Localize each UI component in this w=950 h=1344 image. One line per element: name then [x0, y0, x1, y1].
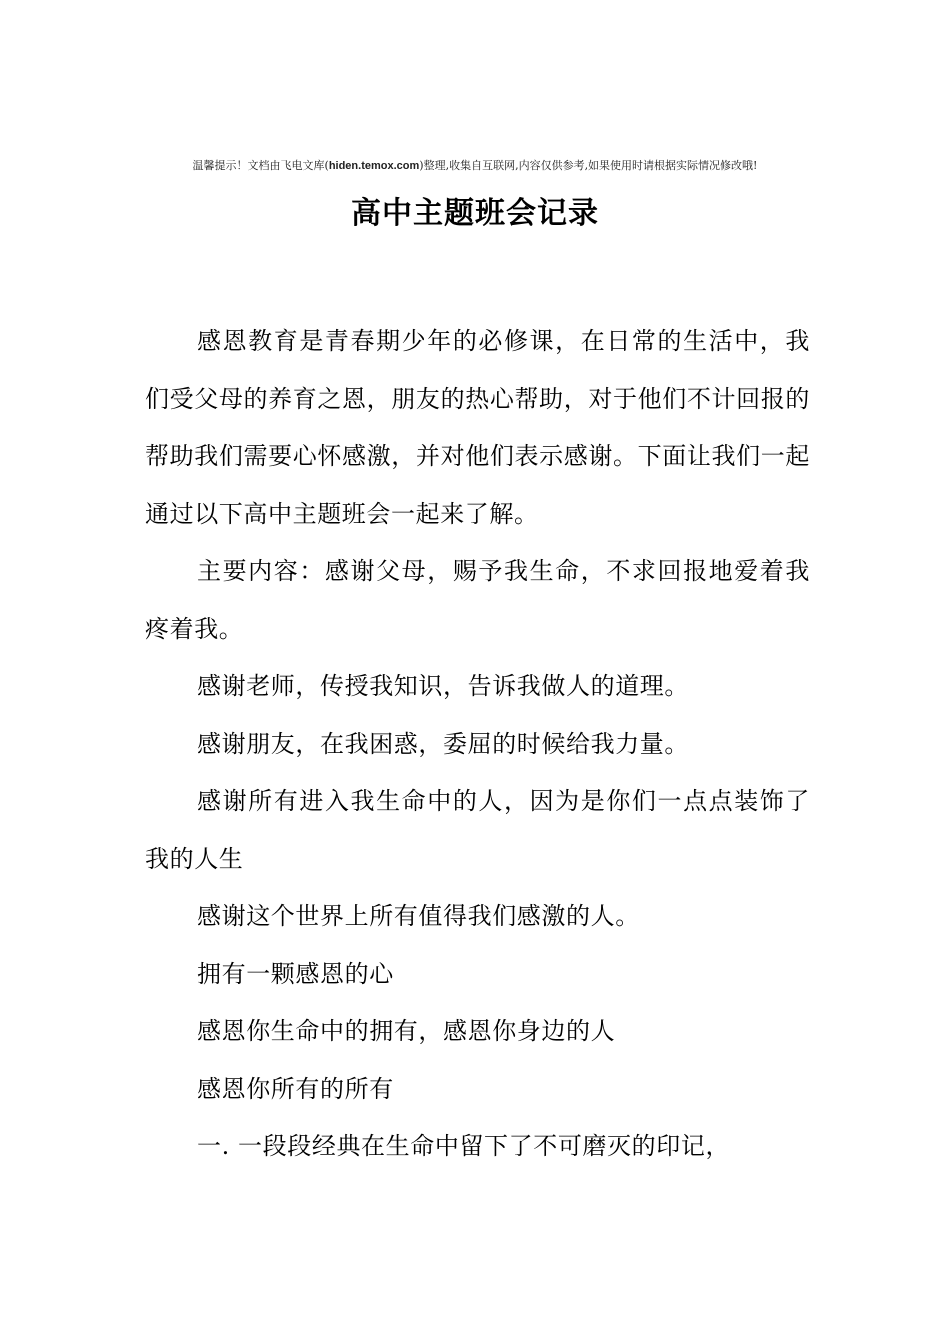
paragraph-thank-teachers: 感谢老师，传授我知识，告诉我做人的道理。	[197, 672, 689, 700]
document-body	[145, 313, 810, 1176]
paragraph-grateful-life: 感恩你生命中的拥有，感恩你身边的人	[197, 1017, 616, 1045]
paragraph-grateful-heart: 拥有一颗感恩的心	[197, 959, 394, 988]
paragraph-main-content: 主要内容：感谢父母，赐予我生命，不求回报地爱着我疼着我。	[145, 557, 810, 643]
paragraph-thank-friends: 感谢朋友，在我困惑，委屈的时候给我力量。	[197, 729, 689, 758]
notice-text-pre: 温馨提示！文档由飞电文库(	[192, 159, 329, 172]
header-notice	[0, 158, 950, 174]
paragraph-intro: 感恩教育是青春期少年的必修课，在日常的生活中，我们受父母的养育之恩，朋友的热心帮助，对于他们不计回报的帮助我们需要心怀感激，并对他们表示感谢。下面让我们一起通过以下高中主题班会一起来了解。	[145, 327, 810, 528]
paragraph-thank-everyone: 感谢所有进入我生命中的人，因为是你们一点点装饰了我的人生	[145, 787, 810, 873]
document-title: 高中主题班会记录	[351, 196, 599, 231]
paragraph-thank-world: 感谢这个世界上所有值得我们感激的人。	[197, 902, 640, 930]
paragraph-section-one: 一. 一段段经典在生命中留下了不可磨灭的印记，	[197, 1132, 731, 1160]
notice-site-link[interactable]: hiden.temox.com	[328, 160, 420, 172]
paragraph-grateful-all: 感恩你所有的所有	[197, 1074, 394, 1103]
notice-text-post: )整理,收集自互联网,内容仅供参考,如果使用时请根据实际情况修改哦!	[419, 159, 758, 172]
